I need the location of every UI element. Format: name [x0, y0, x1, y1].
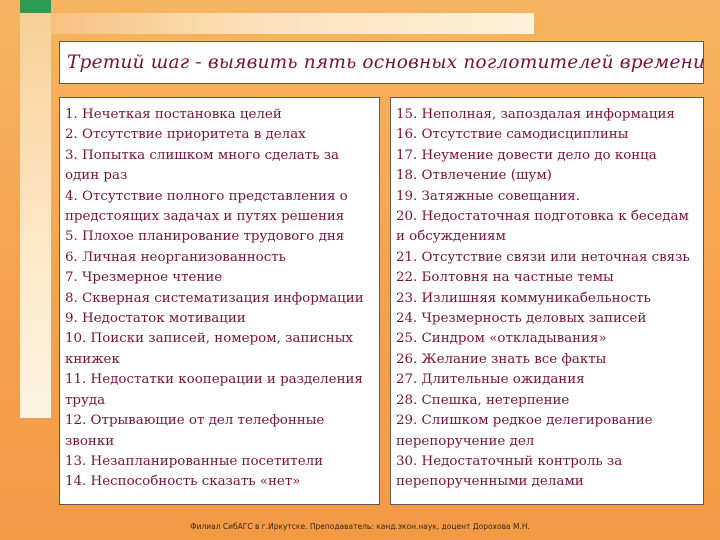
list-item: 25. Синдром «откладывания»: [396, 331, 607, 347]
list-item: 4. Отсутствие полного представления о предстоящих задачах и путях решения: [65, 188, 348, 225]
list-item: 6. Личная неорганизованность: [65, 249, 286, 265]
decor-horizontal-bar: [51, 13, 534, 34]
list-item: 21. Отсутствие связи или неточная связь: [396, 249, 690, 265]
list-item: 26. Желание знать все факты: [396, 351, 607, 367]
list-item: 24. Чрезмерность деловых записей: [396, 311, 647, 327]
left-list-box: [59, 97, 380, 505]
list-item: 23. Излишняя коммуникабельность: [396, 290, 651, 306]
decor-green-block: [20, 0, 51, 13]
list-item: 9. Недостаток мотивации: [65, 311, 246, 327]
right-list-box: [390, 97, 704, 505]
slide-title: Третий шаг - выявить пять основных поглотителей времени: [67, 52, 706, 73]
list-item: 19. Затяжные совещания.: [396, 188, 580, 204]
footer-credit: Филиал СибАГС в г.Иркутске. Преподаватель: канд.экон.наук, доцент Дорохова М.Н.: [190, 522, 530, 531]
list-item: 28. Спешка, нетерпение: [396, 392, 570, 408]
list-item: 3. Попытка слишком много сделать за один раз: [65, 147, 339, 184]
list-item: 13. Незапланированные посетители: [65, 453, 324, 469]
list-item: 16. Отсутствие самодисциплины: [396, 127, 629, 143]
list-item: 8. Скверная систематизация информации: [65, 290, 364, 306]
list-item: 14. Неспособность сказать «нет»: [65, 474, 301, 490]
list-item: 7. Чрезмерное чтение: [65, 270, 223, 286]
list-item: 30. Недостаточный контроль за перепорученными делами: [396, 453, 623, 490]
title-box: [59, 41, 704, 84]
list-item: 17. Неумение довести дело до конца: [396, 147, 657, 163]
list-item: 27. Длительные ожидания: [396, 372, 585, 388]
right-list: [396, 105, 699, 493]
list-item: 20. Недостаточная подготовка к беседам и обсуждениям: [396, 209, 689, 245]
list-item: 1. Нечеткая постановка целей: [65, 107, 282, 122]
decor-vertical-bar: [20, 13, 51, 418]
list-item: 15. Неполная, запоздалая информация: [396, 107, 675, 122]
list-item: 5. Плохое планирование трудового дня: [65, 229, 345, 245]
left-list: [65, 105, 375, 493]
list-item: 22. Болтовня на частные темы: [396, 270, 614, 286]
list-item: 29. Слишком редкое делегирование перепоручение дел: [396, 413, 653, 449]
list-item: 11. Недостатки кооперации и разделения труда: [65, 372, 363, 408]
list-item: 2. Отсутствие приоритета в делах: [65, 127, 306, 143]
list-item: 10. Поиски записей, номером, записных книжек: [65, 331, 353, 367]
list-item: 18. Отвлечение (шум): [396, 168, 552, 184]
list-item: 12. Отрывающие от дел телефонные звонки: [65, 413, 325, 449]
